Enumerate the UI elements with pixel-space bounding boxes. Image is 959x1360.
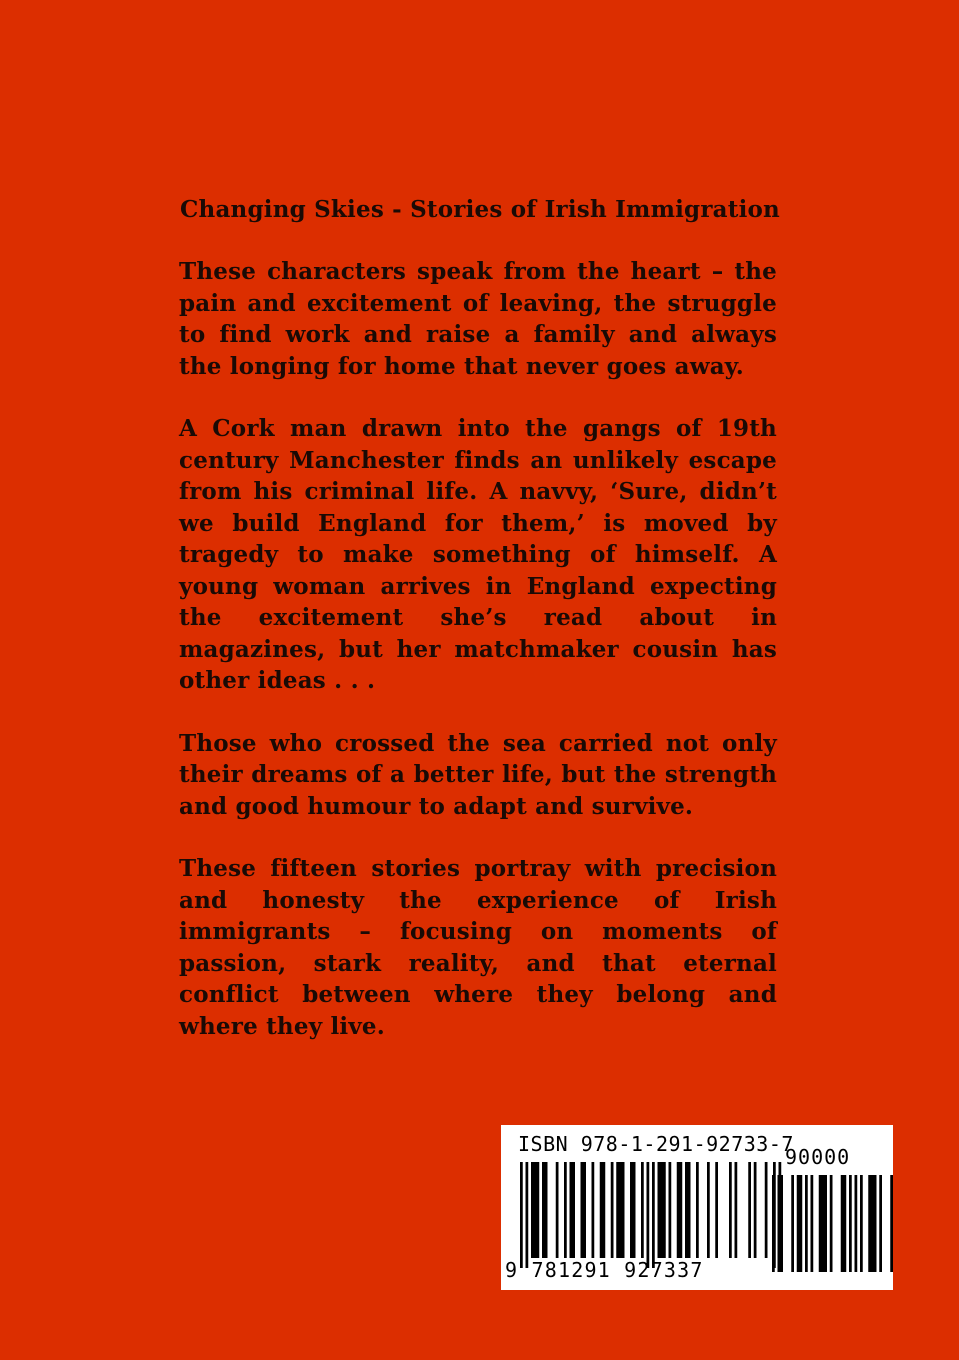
barcode-bar	[570, 1162, 576, 1258]
barcode-bar	[669, 1162, 672, 1258]
barcode-bar	[696, 1162, 699, 1258]
barcode-bar	[754, 1162, 757, 1258]
addon-barcode-bar	[830, 1175, 833, 1272]
isbn-barcode	[501, 1125, 893, 1290]
blurb	[179, 256, 777, 1073]
barcode-bar	[600, 1162, 606, 1258]
barcode-bar	[616, 1162, 624, 1258]
barcode-bar	[765, 1162, 768, 1258]
barcode-bar	[630, 1162, 636, 1258]
isbn-label: ISBN 978-1-291-92733-7	[518, 1132, 794, 1156]
addon-barcode-bar	[868, 1175, 876, 1272]
addon-barcode-bar	[778, 1175, 784, 1272]
addon-barcode-bar	[772, 1175, 775, 1272]
barcode-addon-digits: 90000	[785, 1145, 851, 1169]
barcode-bar	[556, 1162, 559, 1258]
book-title: Changing Skies - Stories of Irish Immigration	[180, 196, 780, 223]
addon-barcode-bar	[791, 1175, 794, 1272]
addon-barcode-bar	[841, 1175, 847, 1272]
addon-barcode-bar	[819, 1175, 827, 1272]
barcode-bar	[526, 1162, 529, 1268]
barcode-bar	[611, 1162, 614, 1258]
barcode-bar	[531, 1162, 539, 1258]
blurb-paragraph-4: These fifteen stories portray with precision and honesty the experience of Irish immigrants – focusing on moments of passion, stark reality, and that eternal conflict between where they belong and where they live.	[179, 855, 777, 1040]
addon-barcode-bar	[855, 1175, 858, 1272]
blurb-paragraph-2: A Cork man drawn into the gangs of 19th century Manchester finds an unlikely escape from his criminal life. A navvy, ‘Sure, didn’t we build England for them,’ is moved by tragedy to make something of himself. A young woman arrives in England expecting the excitement she’s read about in magazines, but her matchmaker cousin has other ideas . . .	[179, 415, 777, 694]
barcode-bar	[520, 1162, 523, 1268]
barcode-bar	[685, 1162, 691, 1258]
blurb-paragraph-3: Those who crossed the sea carried not only their dreams of a better life, but the strength and good humour to adapt and survive.	[179, 729, 777, 820]
blurb-paragraph-1: These characters speak from the heart – the pain and excitement of leaving, the struggle to find work and raise a family and always the longing for home that never goes away.	[179, 258, 777, 380]
barcode-bar	[729, 1162, 732, 1258]
barcode-bar	[677, 1162, 683, 1258]
addon-barcode-bar	[805, 1175, 808, 1272]
barcode-bar	[658, 1162, 666, 1258]
barcode-bar	[592, 1162, 595, 1258]
barcode-bar	[715, 1162, 718, 1258]
barcode-bar	[564, 1162, 567, 1258]
barcode-bar	[641, 1162, 644, 1258]
addon-barcode-bar	[849, 1175, 852, 1272]
addon-barcode-bar	[890, 1175, 893, 1272]
barcode-bar	[652, 1162, 655, 1268]
barcode-bar	[748, 1162, 751, 1258]
barcode-main-digits: 9 781291 927337	[505, 1258, 704, 1282]
addon-barcode-bar	[879, 1175, 882, 1272]
barcode-bar	[647, 1162, 650, 1268]
barcode-bar	[735, 1162, 738, 1258]
addon-barcode-bar	[797, 1175, 803, 1272]
barcode-bar	[707, 1162, 710, 1258]
addon-barcode-bar	[811, 1175, 814, 1272]
barcode-bar	[581, 1162, 587, 1258]
addon-barcode-bar	[860, 1175, 863, 1272]
barcode-bar	[542, 1162, 548, 1258]
